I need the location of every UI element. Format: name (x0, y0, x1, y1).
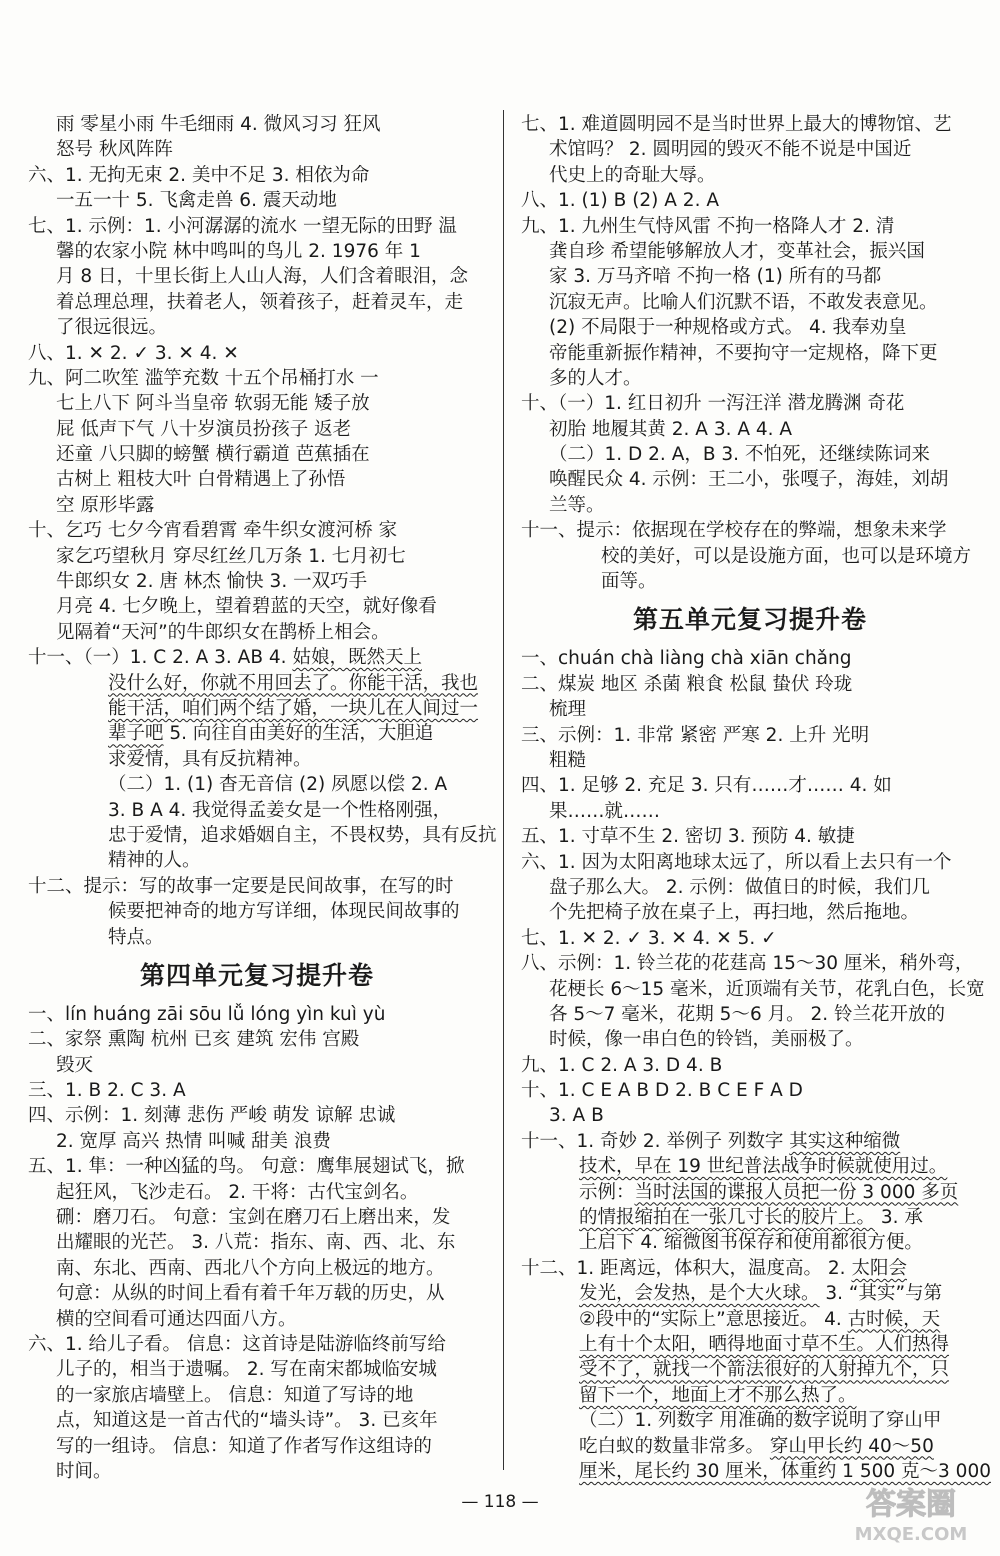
text-line: 候要把神奇的地方写详细，体现民间故事的 (108, 901, 460, 923)
text-line (521, 1154, 979, 1179)
text-line: 家 3. 万马齐喑 不拘一格 (1) 所有的马都 (549, 266, 882, 288)
text-span: 十一、（一）1. C 2. A 3. AB 4. (28, 647, 293, 669)
text-line (521, 1180, 979, 1205)
text-line: 时候，像一串白色的铃铛，美丽极了。 (549, 1029, 864, 1051)
text-line: 一五一十 5. 飞禽走兽 6. 震天动地 (56, 190, 337, 212)
text-line (28, 721, 486, 746)
unit4-title: 第四单元复习提升卷 (139, 960, 374, 990)
text-line (28, 671, 486, 696)
text-line: 九、阿二吹笙 滥竽充数 十五个吊桶打水 一 (28, 367, 379, 389)
text-line: 十一、提示：依据现在学校存在的弊端，想象未来学 (521, 520, 947, 542)
text-line: 牛郎织女 2. 唐 林杰 愉快 3. 一双巧手 (56, 571, 368, 593)
text-span: 吃白蚁的数量非常多。 (579, 1435, 770, 1457)
text-line: 写的一组诗。 信息：知道了作者写作这组诗的 (56, 1435, 432, 1457)
text-line: 二、家祭 熏陶 杭州 已亥 建筑 宏伟 宫殿 (28, 1029, 360, 1051)
text-line (521, 1332, 979, 1357)
wavy-underlined-text: 古时候，天 (847, 1308, 941, 1330)
text-line: 空 原形毕露 (56, 494, 155, 516)
text-line: 了很远很远。 (56, 317, 168, 339)
text-line: 十、（一）1. 红日初升 一泻汪洋 潜龙腾渊 奇花 (521, 393, 905, 415)
text-line: 2. 宽厚 高兴 热情 叫喊 甜美 浪费 (56, 1130, 331, 1152)
text-line: 家乞巧望秋月 穿尽红丝几万条 1. 七月初七 (56, 545, 406, 567)
wavy-underlined-text: 没什么好，你就不用回去了。你能干活，我也 (108, 672, 479, 694)
wavy-underlined-text: 姑娘，既然天上 (292, 647, 422, 669)
text-line: 屁 低声下气 八十岁演员扮孩子 返老 (56, 418, 352, 440)
text-line (521, 1205, 979, 1230)
text-line: 校的美好，可以是设施方面，也可以是环境方 (601, 545, 972, 567)
text-line (521, 1129, 979, 1154)
column-divider (503, 110, 504, 1470)
text-line: 术馆吗？ 2. 圆明园的毁灭不能不说是中国近 (549, 139, 912, 161)
text-line: 六、1. 因为太阳离地球太远了，所以看上去只有一个 (521, 851, 952, 873)
text-line: （二）1. 列数字 用准确的数字说明了穿山甲 (579, 1410, 942, 1432)
unit5-title: 第五单元复习提升卷 (632, 605, 867, 635)
text-line: 七、1. ✕ 2. ✓ 3. ✕ 4. ✕ 5. ✓ (521, 927, 777, 949)
wavy-underlined-text: 其实这种缩微 (789, 1130, 901, 1152)
text-line: 月亮 4. 七夕晚上，望着碧蓝的天空，就好像看 (56, 596, 437, 618)
text-line: 四、示例：1. 刻薄 悲伤 严峻 萌发 谅解 忠诚 (28, 1105, 396, 1127)
text-line: 初胎 地履其黄 2. A 3. A 4. A (549, 418, 793, 440)
wavy-underlined-text: 能干活，咱们两个结了婚，一块儿在人间过一 (108, 697, 479, 719)
text-line: 六、1. 无拘无束 2. 美中不足 3. 相依为命 (28, 164, 370, 186)
text-line: 六、1. 给儿子看。 信息：这首诗是陆游临终前写给 (28, 1333, 446, 1355)
text-line: 时间。 (56, 1460, 112, 1482)
text-line: 花梗长 6～15 毫米，近顶端有关节，花乳白色，长宽 (549, 978, 985, 1000)
text-line (521, 1434, 979, 1459)
text-line: 求爱情，具有反抗精神。 (108, 748, 312, 770)
text-line: 沉寂无声。比喻人们沉默不语，不敢发表意见。 (549, 291, 938, 313)
text-line: 四、1. 足够 2. 充足 3. 只有……才…… 4. 如 (521, 775, 892, 797)
text-line: 八、1. ✕ 2. ✓ 3. ✕ 4. ✕ (28, 342, 239, 364)
text-line: 七、1. 示例：1. 小河潺潺的流水 一望无际的田野 温 (28, 215, 457, 237)
text-line: 横的空间看可通达四面八方。 (56, 1308, 297, 1330)
text-line: 各 5～7 毫米，花期 5～6 月。 2. 铃兰花开放的 (549, 1003, 946, 1025)
text-line: 九、1. 九州生气恃风雷 不拘一格降人才 2. 清 (521, 215, 895, 237)
text-line: 怒号 秋风阵阵 (56, 139, 173, 161)
text-line: 面等。 (601, 571, 657, 593)
text-line: 一、chuán chà liàng chà xiān chǎng (521, 648, 852, 670)
wavy-underlined-text: 技术，早在 19 世纪普法战争时候就使用过。 (579, 1156, 948, 1178)
text-line: 十二、提示：写的故事一定要是民间故事，在写的时 (28, 875, 454, 897)
wavy-underlined-text: 厘米，尾长约 30 厘米，体重约 1 500 克～3 000 (579, 1460, 991, 1482)
text-line: 九、1. C 2. A 3. D 4. B (521, 1054, 723, 1076)
text-span: 3. “其实”与第 (819, 1283, 943, 1305)
text-line: 盘子那么大。 2. 示例：做值日的时候，我们几 (549, 876, 930, 898)
text-span: 十二、1. 距离远，体积大，温度高。 2. (521, 1257, 852, 1279)
text-line: 硎：磨刀石。 句意：宝剑在磨刀石上磨出来，发 (56, 1207, 451, 1229)
text-line: 三、1. B 2. C 3. A (28, 1080, 186, 1102)
text-line: 还童 八只脚的螃蟹 横行霸道 芭蕉插在 (56, 444, 370, 466)
text-line: 南、东北、西南、西北八个方向上极远的地方。 (56, 1257, 445, 1279)
text-line: 点，知道这是一首古代的“墙头诗”。 3. 已亥年 (56, 1410, 438, 1432)
wavy-underlined-text: 太阳会 (851, 1257, 907, 1279)
text-line (28, 645, 486, 670)
svg-text:答案圈: 答案圈 (866, 1487, 956, 1522)
text-line: 龚自珍 希望能够解放人才，变革社会，振兴国 (549, 240, 925, 262)
text-line: 忠于爱情，追求婚姻自主，不畏权势，具有反抗 (108, 824, 497, 846)
text-line: 兰等。 (549, 494, 605, 516)
text-span: ②段中的“实际上”意思接近。 4. (579, 1308, 848, 1330)
text-line: 二、煤炭 地区 杀菌 粮食 松鼠 蛰伏 玲珑 (521, 673, 853, 695)
text-line: 八、示例：1. 铃兰花的花莛高 15～30 厘米，稍外弯， (521, 953, 974, 975)
text-line: 着总理总理，扶着老人，领着孩子，赶着灵车，走 (56, 291, 464, 313)
text-line: 句意：从纵的时间上看有着千年万载的历史，从 (56, 1283, 445, 1305)
text-line: 毁灭 (56, 1054, 94, 1076)
text-line: 特点。 (108, 926, 164, 948)
text-line: 起狂风，飞沙走石。 2. 干将：古代宝剑名。 (56, 1181, 419, 1203)
text-line: 3. B A 4. 我觉得孟姜女是一个性格刚强， (108, 799, 452, 821)
text-line: 3. A B (549, 1105, 604, 1127)
text-line: 见隔着“天河”的牛郎织女在鹊桥上相会。 (56, 621, 390, 643)
right-column (521, 112, 991, 1484)
text-span: 3. 承 (875, 1207, 923, 1229)
text-line: 的一家旅店墙壁上。 信息：知道了写诗的地 (56, 1384, 414, 1406)
text-line (521, 1281, 979, 1306)
text-line: 三、示例：1. 非常 紧密 严寒 2. 上升 光明 (521, 724, 870, 746)
text-line: 一、lín huáng zāi sōu lǚ lóng yìn kuì yù (28, 1003, 386, 1025)
text-line: 代史上的奇耻大辱。 (549, 164, 716, 186)
text-line: 五、1. 寸草不生 2. 密切 3. 预防 4. 敏捷 (521, 826, 855, 848)
text-line (521, 1307, 979, 1332)
text-line: 精神的人。 (108, 850, 201, 872)
text-line (521, 1357, 979, 1382)
text-line: 果……就…… (549, 800, 661, 822)
text-line (521, 1256, 979, 1281)
wavy-underlined-text: 穿山甲长约 40～50 (769, 1435, 934, 1457)
text-line: （二）1. D 2. A，B 3. 不怕死，还继续陈词来 (549, 444, 930, 466)
svg-text:MXQE.COM: MXQE.COM (854, 1524, 968, 1545)
text-line: 帝能重新振作精神，不要拘守一定规格，降下更 (549, 342, 938, 364)
text-line: 古树上 粗枝大叶 白骨精遇上了孙悟 (56, 469, 346, 491)
text-line: 七、1. 难道圆明园不是当时世界上最大的博物馆、艺 (521, 114, 952, 135)
text-line: 雨 零星小雨 牛毛细雨 4. 微风习习 狂风 (56, 114, 381, 135)
text-line: 出耀眼的光芒。 3. 八荒：指东、南、西、北、东 (56, 1232, 456, 1254)
text-line: 七上八下 阿斗当皇帝 软弱无能 矮子放 (56, 393, 370, 415)
text-line (521, 1383, 979, 1408)
text-line: 粗糙 (549, 749, 587, 771)
text-line: 儿子的，相当于遗嘱。 2. 写在南宋都城临安城 (56, 1359, 437, 1381)
wavy-underlined-text: 留下一个，地面上才不那么热了。 (579, 1384, 857, 1406)
text-line: （二）1. (1) 杳无音信 (2) 夙愿以偿 2. A (108, 774, 448, 796)
text-line: 八、1. (1) B (2) A 2. A (521, 190, 719, 212)
text-line: 五、1. 隼：一种凶猛的鸟。 句意：鹰隼展翅试飞，掀 (28, 1156, 465, 1178)
left-column (28, 112, 497, 1484)
text-line: 十、乞巧 七夕今宵看碧霄 牵牛织女渡河桥 家 (28, 520, 398, 542)
text-line: 个先把椅子放在桌子上，再扫地，然后拖地。 (549, 902, 920, 924)
text-line: 上启下 4. 缩微图书保存和使用都很方便。 (579, 1232, 923, 1254)
wavy-underlined-text: 受不了，就找一个箭法很好的人射掉九个，只 (579, 1359, 950, 1381)
text-line: 十、1. C E A B D 2. B C E F A D (521, 1080, 803, 1102)
wavy-underlined-text: 的情报缩拍在一张几寸长的胶片上。 (579, 1207, 876, 1229)
wavy-underlined-text: 上有十个太阳，晒得地面寸草不生。人们热得 (579, 1333, 950, 1355)
text-line: 月 8 日，十里长街上人山人海，人们含着眼泪，念 (56, 266, 469, 288)
text-line: 多的人才。 (549, 367, 642, 389)
page-number: — 118 — (461, 1492, 539, 1512)
wavy-underlined-text: 辈子吧 (108, 723, 164, 745)
text-line: (2) 不局限于一种规格或方式。 4. 我奉劝皇 (549, 317, 907, 339)
text-span: 5. 向往自由美好的生活，大胆追 (163, 723, 434, 745)
text-line: 唤醒民众 4. 示例：王二小，张嘎子，海娃，刘胡 (549, 469, 949, 491)
text-line: 馨的农家小院 林中鸣叫的鸟儿 2. 1976 年 1 (56, 240, 421, 262)
text-span: 十一、1. 奇妙 2. 举例子 列数字 (521, 1130, 790, 1152)
wavy-underlined-text: 当时法国的谍报人员把一份 3 000 多页 (634, 1181, 959, 1203)
watermark-logo (836, 1478, 986, 1548)
text-line (28, 696, 486, 721)
wavy-underlined-text: 发光，会发热，是个大火球。 (579, 1283, 820, 1305)
text-line: 梳理 (549, 699, 587, 721)
text-span: 示例： (579, 1181, 635, 1203)
